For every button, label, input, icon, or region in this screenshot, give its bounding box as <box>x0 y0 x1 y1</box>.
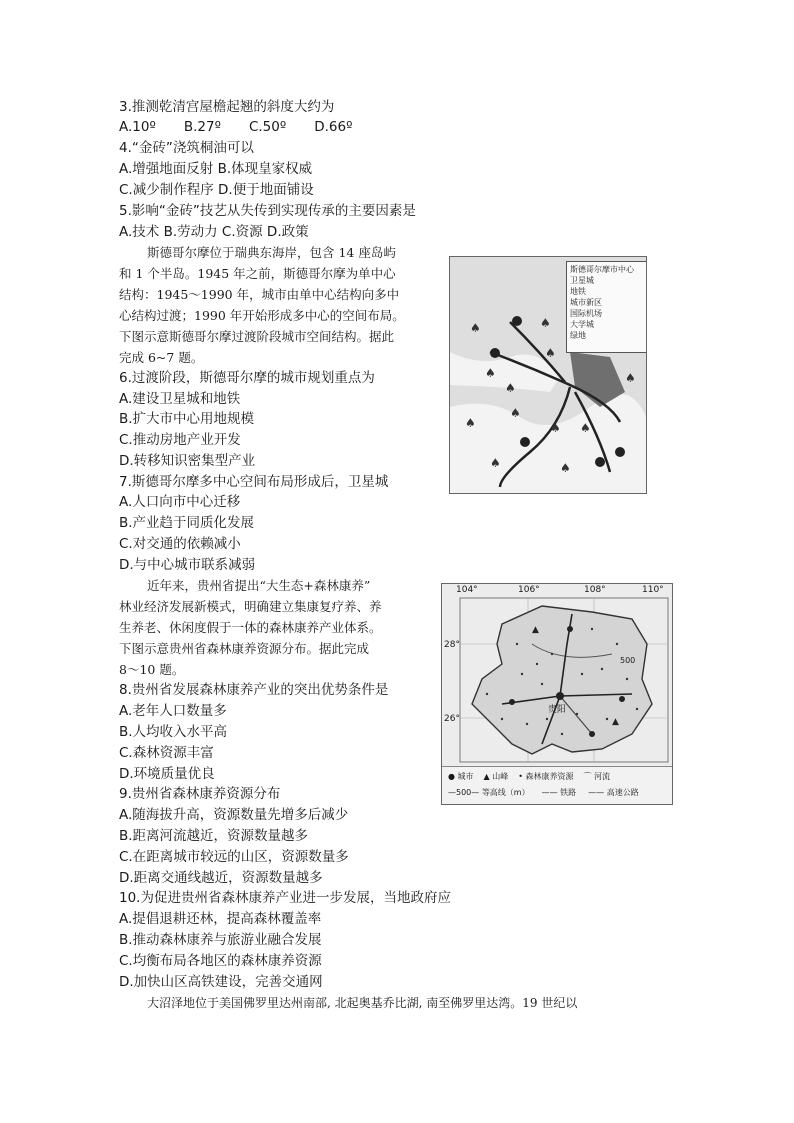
q7-stem: 7.斯德哥尔摩多中心空间布局形成后，卫星城 <box>119 474 389 490</box>
q10-option-c: C.均衡布局各地区的森林康养资源 <box>119 953 322 969</box>
legend-airport: 国际机场 <box>570 309 602 318</box>
q6-stem: 6.过渡阶段，斯德哥尔摩的城市规划重点为 <box>119 370 375 386</box>
q8-option-a: A.老年人口数量多 <box>119 703 227 719</box>
q7-option-b: B.产业趋于同质化发展 <box>119 515 255 531</box>
q4-options-2: C.减少制作程序 D.便于地面铺设 <box>119 182 314 198</box>
stockholm-text-5: 下图示意斯德哥尔摩过渡阶段城市空间结构。据此 <box>119 329 395 344</box>
city-label-guiyang: 贵阳 <box>548 705 567 715</box>
stockholm-map <box>449 256 647 494</box>
q8-option-c: C.森林资源丰富 <box>119 745 214 761</box>
city-marker <box>589 731 595 737</box>
q10-stem: 10.为促进贵州省森林康养产业进一步发展，当地政府应 <box>119 890 451 906</box>
q10-option-a: A.提倡退耕还林，提高森林覆盖率 <box>119 911 322 927</box>
guizhou-map-legend <box>442 766 672 805</box>
legend-city: ● 城市 <box>448 772 474 781</box>
legend-highway: —— 高速公路 <box>588 788 639 797</box>
stockholm-text-6: 完成 6~7 题。 <box>119 350 204 365</box>
svg-text:♠: ♠ <box>550 421 561 435</box>
legend-new-district: 城市新区 <box>570 298 602 307</box>
lon-label: 104° <box>456 585 478 595</box>
q4-stem: 4.“金砖”浇筑桐油可以 <box>119 140 254 156</box>
q7-option-c: C.对交通的依赖减小 <box>119 536 241 552</box>
q9-stem: 9.贵州省森林康养资源分布 <box>119 786 281 802</box>
lat-label: 26° <box>444 714 460 724</box>
guizhou-text-3: 生养老、休闲度假于一体的森林康养产业体系。 <box>119 620 382 635</box>
city-marker <box>509 699 515 705</box>
q6-option-b: B.扩大市中心用地规模 <box>119 411 255 427</box>
satellite-town-marker <box>512 316 522 326</box>
lon-label: 108° <box>584 585 606 595</box>
q3-options <box>119 118 380 136</box>
q9-option-a: A.随海拔升高，资源数量先增多后减少 <box>119 807 349 823</box>
satellite-town-marker <box>490 348 500 358</box>
q7-option-a: A.人口向市中心迁移 <box>119 494 241 510</box>
svg-text:♠: ♠ <box>580 421 591 435</box>
svg-text:▲: ▲ <box>532 625 539 635</box>
svg-text:▲: ▲ <box>612 717 619 727</box>
guizhou-text-4: 下图示意贵州省森林康养资源分布。据此完成 <box>119 641 370 656</box>
q10-option-b: B.推动森林康养与旅游业融合发展 <box>119 932 322 948</box>
svg-text:♠: ♠ <box>545 346 556 360</box>
q6-option-c: C.推动房地产业开发 <box>119 432 241 448</box>
svg-text:♠: ♠ <box>485 366 496 380</box>
svg-text:♠: ♠ <box>490 456 501 470</box>
q9-option-d: D.距离交通线越近，资源数量越多 <box>119 870 323 886</box>
legend-river: ⌒ 河流 <box>583 772 611 781</box>
capital-city-marker <box>556 692 564 700</box>
q6-option-a: A.建设卫星城和地铁 <box>119 391 241 407</box>
q3-option-b: B.27º <box>183 119 221 135</box>
q4-options-1: A.增强地面反射 B.体现皇家权威 <box>119 161 313 177</box>
contour-label: 500 <box>620 656 636 665</box>
svg-text:♠: ♠ <box>625 371 636 385</box>
legend-city-center: 斯德哥尔摩市中心 <box>570 265 634 274</box>
guizhou-text-2: 林业经济发展新模式，明确建立集康复疗养、养 <box>119 599 382 614</box>
everglades-text-1: 大沼泽地位于美国佛罗里达州南部, 北起奥基乔比湖, 南至佛罗里达湾。19 世纪以 <box>147 996 578 1010</box>
legend-railway: —— 铁路 <box>541 788 577 797</box>
lat-label: 28° <box>444 640 460 650</box>
guizhou-map <box>441 583 673 805</box>
stockholm-text-3: 结构：1945～1990 年，城市由单中心结构向多中 <box>119 287 400 302</box>
svg-text:♠: ♠ <box>470 321 481 335</box>
city-marker <box>619 696 625 702</box>
lon-label: 110° <box>642 585 664 595</box>
q5-stem: 5.影响“金砖”技艺从失传到实现传承的主要因素是 <box>119 203 416 219</box>
guizhou-text-1: 近年来，贵州省提出“大生态+森林康养” <box>147 578 371 593</box>
legend-resource: • 森林康养资源 <box>518 772 574 781</box>
q5-options: A.技术 B.劳动力 C.资源 D.政策 <box>119 224 309 240</box>
q3-stem: 3.推测乾清宫屋檐起翘的斜度大约为 <box>119 99 335 115</box>
svg-text:♠: ♠ <box>465 416 476 430</box>
stockholm-text-4: 心结构过渡；1990 年开始形成多中心的空间布局。 <box>119 308 405 323</box>
satellite-town-marker <box>520 437 530 447</box>
q8-stem: 8.贵州省发展森林康养产业的突出优势条件是 <box>119 682 389 698</box>
q6-option-d: D.转移知识密集型产业 <box>119 453 256 469</box>
q8-option-b: B.人均收入水平高 <box>119 724 228 740</box>
legend-metro: 地铁 <box>570 287 586 296</box>
svg-text:♠: ♠ <box>505 381 516 395</box>
svg-text:♠: ♠ <box>540 316 551 330</box>
q3-option-d: D.66º <box>314 119 353 135</box>
q10-option-d: D.加快山区高铁建设，完善交通网 <box>119 974 323 990</box>
stockholm-legend <box>566 261 647 353</box>
city-marker <box>567 626 573 632</box>
q7-option-d: D.与中心城市联系减弱 <box>119 557 256 573</box>
satellite-town-marker <box>595 457 605 467</box>
legend-satellite-town: 卫星城 <box>570 276 594 285</box>
legend-contour: —500— 等高线（m） <box>448 788 530 797</box>
lon-label: 106° <box>518 585 540 595</box>
q3-option-a: A.10º <box>119 119 156 135</box>
stockholm-text-1: 斯德哥尔摩位于瑞典东海岸，包含 14 座岛屿 <box>147 245 396 260</box>
satellite-town-marker <box>615 447 625 457</box>
legend-green-space: 绿地 <box>570 331 586 340</box>
q9-option-c: C.在距离城市较远的山区，资源数量多 <box>119 849 349 865</box>
legend-university-town: 大学城 <box>570 320 594 329</box>
svg-text:♠: ♠ <box>560 461 571 475</box>
q3-option-c: C.50º <box>248 119 287 135</box>
q9-option-b: B.距离河流越近，资源数量越多 <box>119 828 309 844</box>
guizhou-text-5: 8～10 题。 <box>119 662 185 677</box>
stockholm-text-2: 和 1 个半岛。1945 年之前，斯德哥尔摩为单中心 <box>119 266 396 281</box>
legend-peak: ▲ 山峰 <box>483 772 509 781</box>
svg-text:♠: ♠ <box>510 406 521 420</box>
q8-option-d: D.环境质量优良 <box>119 766 215 782</box>
